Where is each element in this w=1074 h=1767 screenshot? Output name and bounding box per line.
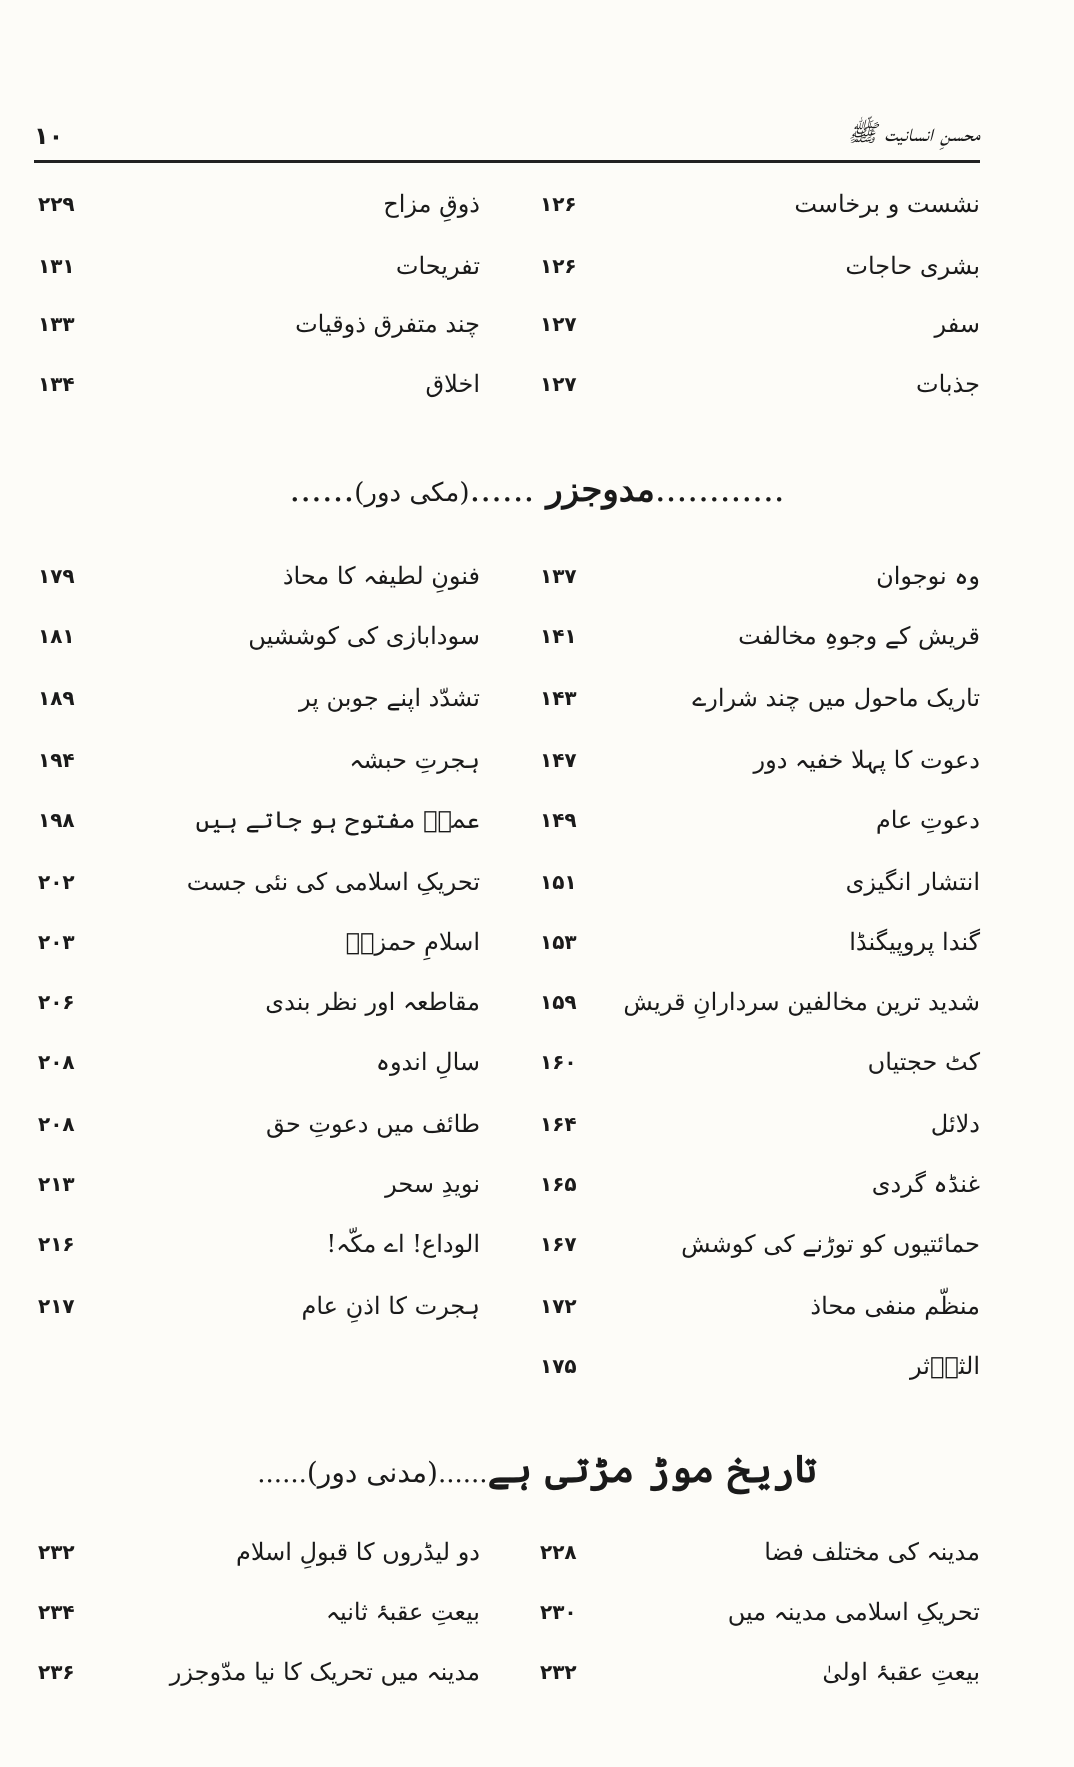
toc-entry-title: تشدّد اپنے جوبن پر: [298, 684, 480, 712]
toc-entry-title: غنڈہ گردی: [871, 1170, 980, 1198]
toc-row: [0, 364, 1074, 404]
toc-entry-page: ۱۶۴: [540, 1112, 577, 1136]
toc-entry-title: تحریکِ اسلامی مدینہ میں: [727, 1598, 980, 1626]
toc-row: [0, 184, 1074, 224]
section-heading-makki: [0, 470, 1074, 510]
toc-row: [0, 304, 1074, 344]
toc-entry-page: ۱۷۹: [38, 564, 75, 588]
toc-entry-title: ہجرت کا اذنِ عام: [301, 1292, 480, 1320]
toc-entry-page: ۲۳۲: [38, 1540, 75, 1564]
toc-row: [0, 1042, 1074, 1082]
toc-entry-title: ہجرتِ حبشہ: [349, 746, 480, 774]
toc-row: [0, 1592, 1074, 1632]
page-header: [34, 118, 980, 163]
heading-dots: ......: [437, 1459, 488, 1489]
toc-entry-title: فنونِ لطیفہ کا محاذ: [282, 562, 480, 590]
toc-entry-page: ۱۵۳: [540, 930, 577, 954]
toc-row: [0, 1164, 1074, 1204]
toc-entry-title: ذوقِ مزاح: [383, 190, 480, 218]
toc-entry-page: ۲۰۳: [38, 930, 75, 954]
toc-entry-page: ۱۶۷: [540, 1232, 577, 1256]
heading-dots: ......: [469, 470, 535, 510]
toc-entry-page: ۱۵۹: [540, 990, 577, 1014]
toc-entry-title: الوداع! اے مکّہ!: [326, 1230, 480, 1258]
toc-entry-title: حمائتیوں کو توڑنے کی کوشش: [681, 1230, 980, 1258]
heading-title: تاریخ موڑ مڑتی ہے: [487, 1446, 817, 1491]
toc-entry-page: ۱۹۸: [38, 808, 75, 832]
toc-row: [0, 1224, 1074, 1264]
toc-row: [0, 862, 1074, 902]
page-number: ۱۰: [34, 122, 64, 150]
toc-entry-page: ۲۰۸: [38, 1050, 75, 1074]
toc-entry-title: تاریک ماحول میں چند شرارے: [692, 684, 980, 712]
toc-entry-title: دعوتِ عام: [875, 806, 980, 834]
section-heading-madani: [0, 1446, 1074, 1491]
toc-row: [0, 1104, 1074, 1144]
toc-entry-title: وہ نوجوان: [876, 562, 980, 590]
toc-entry-title: تفریحات: [395, 252, 480, 280]
toc-entry-title: انتشار انگیزی: [845, 868, 980, 896]
heading-dots: ......: [289, 470, 355, 510]
toc-entry-title: سفر: [934, 310, 980, 338]
toc-entry-title: بشری حاجات: [845, 252, 980, 280]
toc-entry-title: دو لیڈروں کا قبولِ اسلام: [236, 1538, 480, 1566]
toc-row: [0, 1286, 1074, 1326]
toc-entry-page: ۱۳۷: [540, 564, 577, 588]
toc-entry-title: مقاطعہ اور نظر بندی: [265, 988, 480, 1016]
toc-entry-title: بیعتِ عقبۂ اولیٰ: [822, 1658, 980, 1686]
toc-entry-title: منظّم منفی محاذ: [810, 1292, 980, 1320]
toc-entry-page: ۲۰۸: [38, 1112, 75, 1136]
toc-entry-page: ۱۵۱: [540, 870, 577, 894]
toc-entry-page: ۱۲۷: [540, 312, 577, 336]
toc-entry-title: اخلاق: [425, 370, 480, 398]
toc-entry-page: ۱۶۰: [540, 1050, 577, 1074]
heading-title: مدوجزر: [546, 470, 655, 510]
toc-entry-page: ۱۶۵: [540, 1172, 577, 1196]
toc-entry-page: ۲۳۶: [38, 1660, 75, 1684]
toc-entry-page: ۱۷۵: [540, 1354, 577, 1378]
toc-entry-title: نشست و برخاست: [794, 190, 980, 218]
toc-entry-page: ۱۴۷: [540, 748, 577, 772]
toc-entry-title: دعوت کا پہلا خفیہ دور: [753, 746, 980, 774]
toc-entry-page: ۱۸۹: [38, 686, 75, 710]
heading-subtitle: (مکی دور): [354, 478, 470, 508]
toc-entry-page: ۱۴۱: [540, 624, 577, 648]
toc-entry-title: جذبات: [915, 370, 980, 398]
toc-entry-title: نویدِ سحر: [385, 1170, 480, 1198]
toc-entry-title: سالِ اندوہ: [375, 1048, 480, 1076]
toc-entry-page: ۱۲۷: [540, 372, 577, 396]
toc-row: [0, 678, 1074, 718]
toc-entry-page: ۲۳۰: [540, 1600, 577, 1624]
toc-entry-title: دلائل: [930, 1110, 980, 1138]
toc-row: [0, 556, 1074, 596]
toc-entry-page: ۲۰۶: [38, 990, 75, 1014]
toc-entry-title: مدینہ کی مختلف فضا: [764, 1538, 980, 1566]
toc-entry-page: ۱۴۹: [540, 808, 577, 832]
heading-dots: ......: [257, 1459, 307, 1489]
toc-row: [0, 740, 1074, 780]
toc-entry-title: عمرؓ مفتوح ہو جاتے ہیں: [195, 806, 480, 834]
toc-entry-title: چند متفرق ذوقیات: [295, 310, 480, 338]
toc-entry-page: ۲۱۷: [38, 1294, 75, 1318]
toc-row: [0, 1652, 1074, 1692]
toc-entry-title: اسلامِ حمزہؓ: [345, 928, 480, 956]
toc-entry-page: ۲۳۲: [540, 1660, 577, 1684]
toc-entry-page: ۱۹۴: [38, 748, 75, 772]
heading-subtitle: (مدنی دور): [306, 1456, 438, 1489]
toc-entry-page: ۲۱۳: [38, 1172, 75, 1196]
toc-entry-title: گندا پروپیگنڈا: [849, 928, 980, 956]
toc-entry-page: ۲۲۸: [540, 1540, 577, 1564]
toc-entry-page: ۲۲۹: [38, 192, 75, 216]
toc-row: [0, 1532, 1074, 1572]
toc-row: [0, 982, 1074, 1022]
toc-entry-title: قریش کے وجوہِ مخالفت: [738, 622, 980, 650]
toc-entry-title: کٹ حجتیاں: [867, 1048, 980, 1076]
toc-entry-page: ۱۳۳: [38, 312, 75, 336]
toc-entry-page: ۲۰۲: [38, 870, 75, 894]
toc-entry-page: ۱۲۶: [540, 192, 577, 216]
toc-entry-title: مدینہ میں تحریک کا نیا مدّوجزر: [169, 1658, 480, 1686]
toc-entry-page: ۱۲۶: [540, 254, 577, 278]
toc-entry-title: سودابازی کی کوششیں: [248, 622, 480, 650]
toc-entry-page: ۲۱۶: [38, 1232, 75, 1256]
toc-row: [0, 616, 1074, 656]
toc-row: [0, 922, 1074, 962]
toc-row: [0, 1346, 1074, 1386]
toc-entry-page: ۱۴۳: [540, 686, 577, 710]
running-title: محسنِ انسانیت ﷺ: [847, 119, 980, 147]
toc-row: [0, 800, 1074, 840]
toc-entry-page: ۱۳۴: [38, 372, 75, 396]
toc-row: [0, 246, 1074, 286]
toc-entry-title: تحریکِ اسلامی کی نئی جست: [186, 868, 480, 896]
toc-entry-page: ۱۳۱: [38, 254, 75, 278]
toc-entry-page: ۲۳۴: [38, 1600, 75, 1624]
heading-dots: ............: [654, 470, 785, 510]
toc-entry-page: ۱۸۱: [38, 624, 75, 648]
toc-entry-title: الثاۤثر: [910, 1352, 980, 1380]
toc-entry-title: طائف میں دعوتِ حق: [265, 1110, 480, 1138]
toc-entry-page: ۱۷۲: [540, 1294, 577, 1318]
toc-entry-title: شدید ترین مخالفین سردارانِ قریش: [623, 988, 980, 1016]
toc-entry-title: بیعتِ عقبۂ ثانیہ: [325, 1598, 480, 1626]
